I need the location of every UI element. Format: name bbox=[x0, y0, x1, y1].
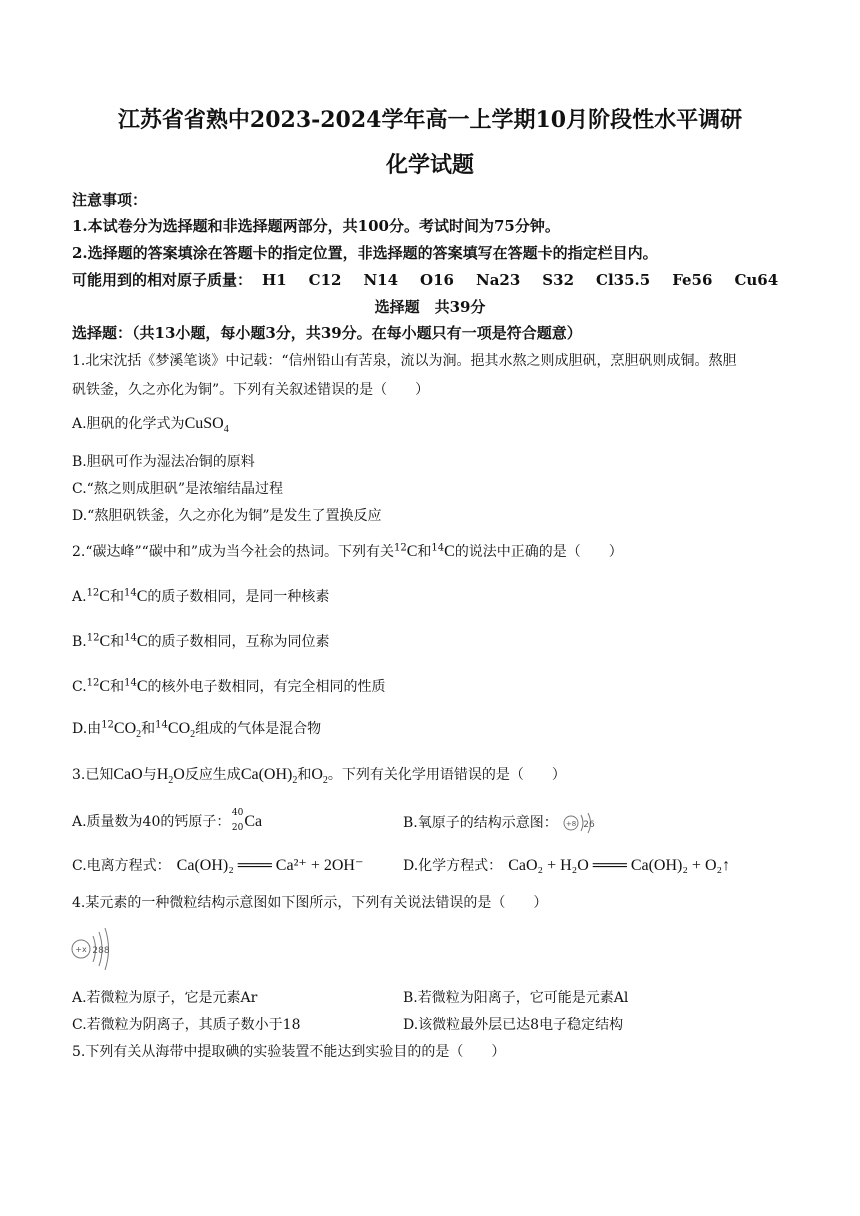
atomic-mass-label: 可能用到的相对原子质量： bbox=[72, 271, 253, 289]
q3-option-a: A.质量数为40的钙原子： 40 20 Ca bbox=[72, 808, 263, 833]
page-title: 江苏省省熟中2023-2024学年高一上学期10月阶段性水平调研 bbox=[117, 107, 743, 133]
q3-option-d: D.化学方程式： CaO₂ + H₂O ═══ Ca(OH)₂ + O₂↑ bbox=[403, 857, 731, 874]
q2-option-b: B.$^{12}$C和$^{14}$C的质子数相同，互称为同位素 bbox=[72, 632, 330, 650]
q3-c-equation: Ca(OH)₂ ═══ Ca²⁺ + 2OH⁻ bbox=[176, 857, 364, 874]
atomic-mass-Cu: Cu64 bbox=[734, 271, 779, 289]
q4-option-b: B.若微粒为阳离子，它可能是元素Al bbox=[403, 990, 629, 1006]
q4-option-d: D.该微粒最外层已达8电子稳定结构 bbox=[403, 1017, 624, 1033]
atomic-mass-Fe: Fe56 bbox=[672, 271, 713, 289]
atomic-mass-line bbox=[72, 269, 778, 290]
q1-stem-line2: 矾铁釜，久之亦化为铜”。下列有关叙述错误的是（ ） bbox=[72, 382, 430, 398]
q5-stem: 5.下列有关从海带中提取碘的实验装置不能达到实验目的的是（ ） bbox=[72, 1044, 506, 1060]
notice-heading: 注意事项： bbox=[72, 191, 148, 209]
notice-item-1: 1.本试卷分为选择题和非选择题两部分，共100分。考试时间为75分钟。 bbox=[72, 217, 560, 235]
oxygen-structure-diagram bbox=[562, 810, 600, 836]
section-heading: 选择题 共39分 bbox=[374, 298, 486, 316]
q2-option-d: D.由$^{12}CO_2$和$^{14}CO_2$组成的气体是混合物 bbox=[72, 719, 322, 741]
svg-text:+x: +x bbox=[75, 945, 87, 954]
atomic-mass-O: O16 bbox=[420, 271, 454, 289]
q3-option-c: C.电离方程式： Ca(OH)₂ ═══ Ca²⁺ + 2OH⁻ bbox=[72, 857, 364, 874]
svg-text:+8: +8 bbox=[566, 820, 577, 828]
q4-stem: 4.某元素的一种微粒结构示意图如下图所示，下列有关说法错误的是（ ） bbox=[72, 895, 548, 911]
q3-stem: 3.已知CaO与$H_2O$反应生成$Ca(OH)_2$和$O_2$。下列有关化学用语错误的是（ ） bbox=[72, 766, 566, 787]
q1-option-c: C.“熬之则成胆矾”是浓缩结晶过程 bbox=[72, 481, 283, 497]
svg-text:26: 26 bbox=[583, 820, 595, 830]
atomic-mass-Cl: Cl35.5 bbox=[596, 271, 651, 289]
page-subtitle: 化学试题 bbox=[385, 152, 474, 178]
particle-structure-diagram bbox=[70, 924, 116, 972]
notice-item-2: 2.选择题的答案填涂在答题卡的指定位置，非选择题的答案填写在答题卡的指定栏目内。 bbox=[72, 244, 658, 262]
atomic-mass-S: S32 bbox=[542, 271, 575, 289]
q1-option-a-formula: CuSO$_4$ bbox=[184, 415, 229, 436]
atomic-mass-Na: Na23 bbox=[475, 271, 521, 289]
section-instructions: 选择题：（共13小题，每小题3分，共39分。在每小题只有一项是符合题意） bbox=[72, 324, 582, 342]
q4-option-c: C.若微粒为阴离子，其质子数小于18 bbox=[72, 1017, 301, 1033]
q3-option-b: B.氧原子的结构示意图： +8 26 bbox=[403, 810, 600, 836]
q2-option-c: C.$^{12}$C和$^{14}$C的核外电子数相同，有完全相同的性质 bbox=[72, 677, 386, 695]
q2-stem: 2.“碳达峰”“碳中和”成为当今社会的热词。下列有关$^{12}$C和$^{14}$C的说法中正确的是（ ） bbox=[72, 542, 623, 560]
q1-option-a-text: A.胆矾的化学式为 bbox=[72, 416, 185, 432]
atomic-mass-H: H1 bbox=[262, 271, 287, 289]
q1-option-a bbox=[72, 413, 229, 435]
svg-text:288: 288 bbox=[92, 946, 110, 956]
q1-option-b: B.胆矾可作为湿法冶铜的原料 bbox=[72, 454, 255, 470]
q1-option-d: D.“熬胆矾铁釜，久之亦化为铜”是发生了置换反应 bbox=[72, 508, 382, 524]
q1-stem-line1: 1.北宋沈括《梦溪笔谈》中记载：“信州铅山有苦泉，流以为涧。挹其水熬之则成胆矾，烹胆矾则成铜。熬胆 bbox=[72, 353, 737, 369]
q2-option-a: A.$^{12}$C和$^{14}$C的质子数相同，是同一种核素 bbox=[72, 587, 330, 605]
q4-option-a: A.若微粒为原子，它是元素Ar bbox=[72, 990, 258, 1006]
atomic-mass-N: N14 bbox=[363, 271, 399, 289]
q3-d-equation: CaO₂ + H₂O ═══ Ca(OH)₂ + O₂↑ bbox=[508, 857, 731, 874]
atomic-mass-C: C12 bbox=[308, 271, 342, 289]
